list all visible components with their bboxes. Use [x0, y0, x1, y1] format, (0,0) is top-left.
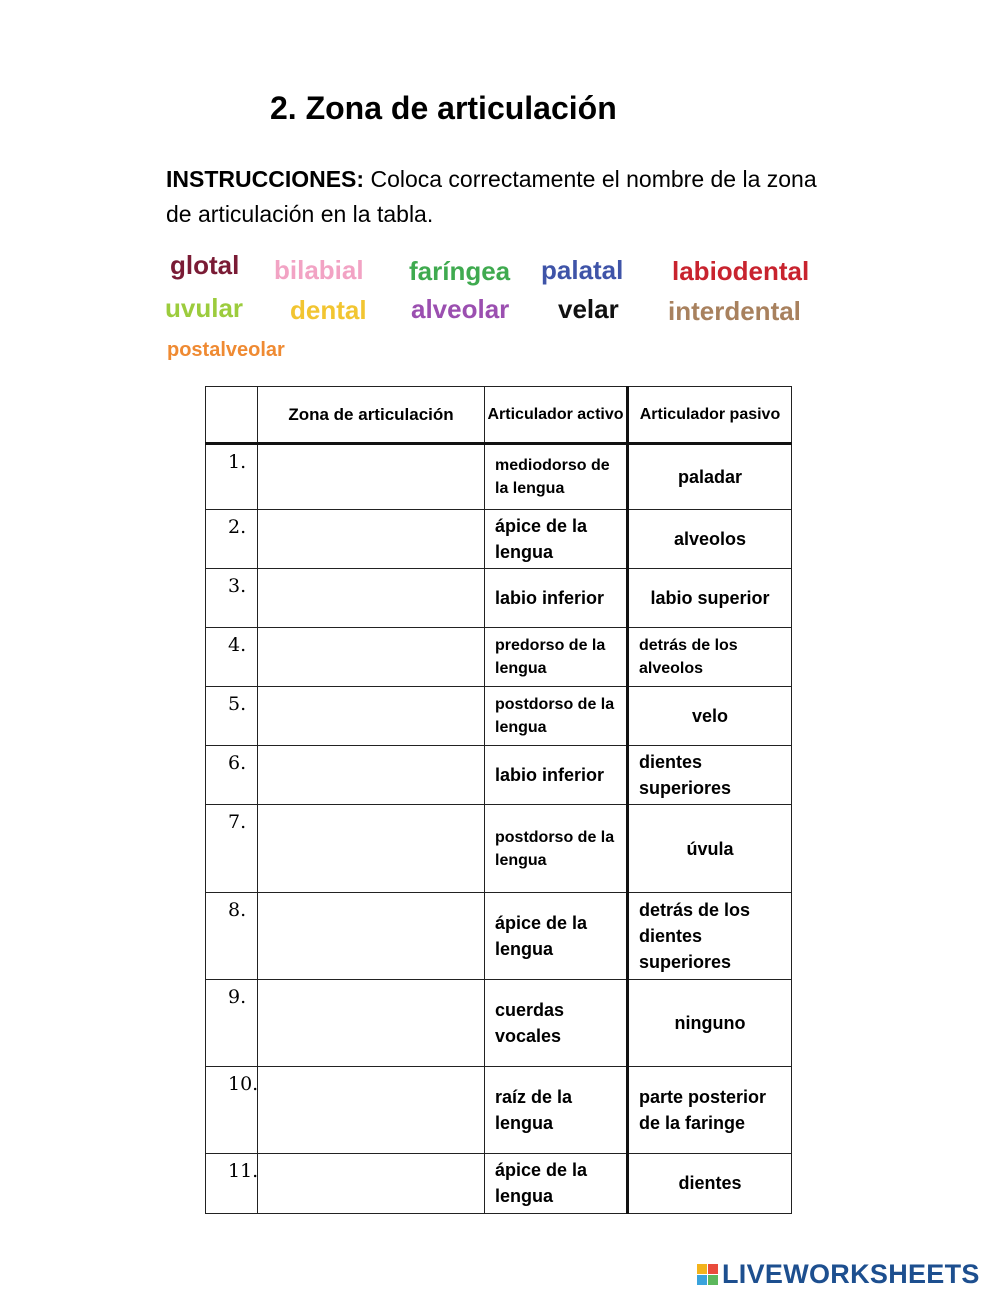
articulador-activo: ápice de la lengua: [485, 510, 628, 569]
articulador-pasivo: detrás de los dientes superiores: [628, 892, 792, 979]
articulador-pasivo: paladar: [628, 444, 792, 510]
articulador-activo: ápice de la lengua: [485, 1153, 628, 1213]
logo-square: [708, 1264, 718, 1274]
articulador-pasivo: alveolos: [628, 510, 792, 569]
answer-drop-zone[interactable]: [258, 1066, 485, 1153]
table-row: [206, 892, 792, 979]
table-row: [206, 979, 792, 1066]
table-row: [206, 510, 792, 569]
logo-text: LIVEWORKSHEETS: [722, 1258, 980, 1289]
articulador-pasivo: velo: [628, 687, 792, 746]
table-row: [206, 1153, 792, 1213]
word-bank-item[interactable]: labiodental: [672, 256, 810, 286]
word-bank-item[interactable]: glotal: [170, 250, 240, 280]
articulador-activo: labio inferior: [485, 746, 628, 805]
row-number: 8.: [206, 892, 258, 979]
articulador-activo: postdorso de la lengua: [485, 805, 628, 892]
articulador-activo: labio inferior: [485, 569, 628, 628]
table-row: [206, 444, 792, 510]
row-number: 6.: [206, 746, 258, 805]
word-bank-item[interactable]: uvular: [165, 293, 244, 323]
header-empty-cell: [206, 387, 258, 444]
instructions-label: INSTRUCCIONES:: [166, 166, 365, 192]
answer-drop-zone[interactable]: [258, 979, 485, 1066]
row-number: 1.: [206, 444, 258, 510]
word-bank-item[interactable]: postalveolar: [167, 339, 285, 361]
row-number: 7.: [206, 805, 258, 892]
articulation-table: [205, 386, 792, 1214]
instructions-text: Coloca correctamente el nombre de la zona de articulación en la tabla.: [166, 166, 817, 227]
word-bank-item[interactable]: bilabial: [274, 255, 364, 285]
liveworksheets-logo-icon: [697, 1264, 718, 1285]
instructions: [166, 162, 846, 232]
articulador-pasivo: detrás de los alveolos: [628, 628, 792, 687]
answer-drop-zone[interactable]: [258, 569, 485, 628]
page-title: 2. Zona de articulación: [270, 90, 617, 126]
row-number: 9.: [206, 979, 258, 1066]
articulador-pasivo: ninguno: [628, 979, 792, 1066]
word-bank-item[interactable]: faríngea: [409, 256, 511, 286]
answer-drop-zone[interactable]: [258, 1153, 485, 1213]
table-header-row: [206, 387, 792, 444]
table-row: [206, 687, 792, 746]
word-bank-item[interactable]: velar: [558, 294, 619, 324]
header-zona: Zona de articulación: [258, 387, 485, 444]
articulador-pasivo: dientes: [628, 1153, 792, 1213]
articulador-activo: cuerdas vocales: [485, 979, 628, 1066]
header-pasivo: Articulador pasivo: [628, 387, 792, 444]
answer-drop-zone[interactable]: [258, 510, 485, 569]
row-number: 11.: [206, 1153, 258, 1213]
articulador-pasivo: parte posterior de la faringe: [628, 1066, 792, 1153]
row-number: 4.: [206, 628, 258, 687]
word-bank-item[interactable]: palatal: [541, 255, 624, 285]
answer-drop-zone[interactable]: [258, 805, 485, 892]
table-row: [206, 746, 792, 805]
liveworksheets-logo: [697, 1256, 980, 1292]
articulador-activo: mediodorso de la lengua: [485, 444, 628, 510]
answer-drop-zone[interactable]: [258, 746, 485, 805]
articulador-activo: raíz de la lengua: [485, 1066, 628, 1153]
articulador-pasivo: úvula: [628, 805, 792, 892]
answer-drop-zone[interactable]: [258, 687, 485, 746]
table-row: [206, 805, 792, 892]
articulador-activo: predorso de la lengua: [485, 628, 628, 687]
articulador-pasivo: dientes superiores: [628, 746, 792, 805]
row-number: 2.: [206, 510, 258, 569]
answer-drop-zone[interactable]: [258, 444, 485, 510]
answer-drop-zone[interactable]: [258, 892, 485, 979]
word-bank-item[interactable]: alveolar: [411, 294, 510, 324]
word-bank-item[interactable]: interdental: [668, 296, 801, 326]
answer-drop-zone[interactable]: [258, 628, 485, 687]
table-row: [206, 628, 792, 687]
articulador-activo: ápice de la lengua: [485, 892, 628, 979]
articulador-activo: postdorso de la lengua: [485, 687, 628, 746]
table-row: [206, 569, 792, 628]
header-activo: Articulador activo: [485, 387, 628, 444]
logo-square: [708, 1275, 718, 1285]
articulador-pasivo: labio superior: [628, 569, 792, 628]
table-row: [206, 1066, 792, 1153]
word-bank-item[interactable]: dental: [290, 295, 367, 325]
row-number: 5.: [206, 687, 258, 746]
row-number: 3.: [206, 569, 258, 628]
logo-square: [697, 1275, 707, 1285]
logo-square: [697, 1264, 707, 1274]
row-number: 10.: [206, 1066, 258, 1153]
